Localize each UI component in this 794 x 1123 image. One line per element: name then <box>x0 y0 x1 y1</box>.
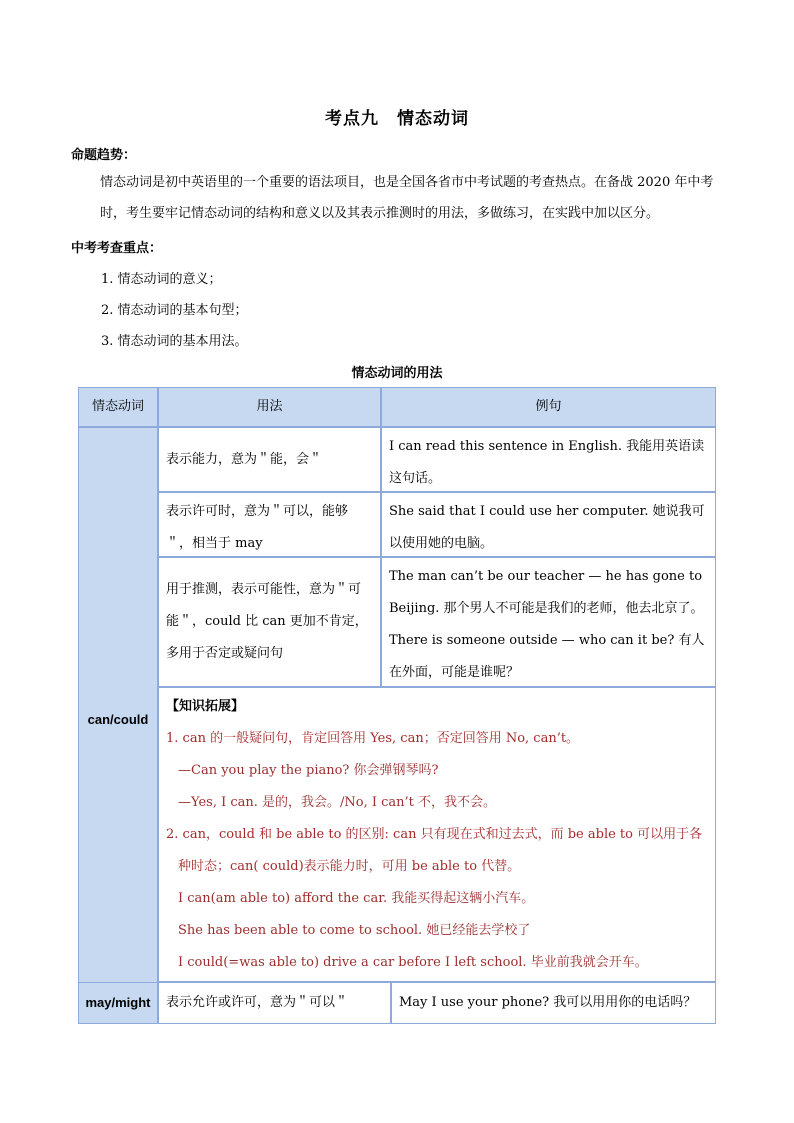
page-title: 考点九 情态动词 <box>325 109 469 129</box>
trend-heading: 命题趋势： <box>71 148 137 163</box>
example-may-might: May I use your phone? 我可以用用你的电话吗？ <box>391 982 716 1024</box>
extension-line-4: 2. can，could 和 be able to 的区别: can 只有现在式和过去式，而 be able to 可以用于各种时态；can( could)表示能力时，可用 be able to 代替。 <box>166 827 703 874</box>
usage-permission: 表示许可时，意为＂可以，能够＂，相当于 may <box>158 492 381 557</box>
header-verb: 情态动词 <box>78 387 158 427</box>
extension-line-5: I can(am able to) afford the car. 我能买得起这辆小汽车。 <box>178 891 535 906</box>
extension-line-1: 1. can 的一般疑问句，肯定回答用 Yes, can；否定回答用 No, can’t。 <box>166 731 580 746</box>
usage-possibility <box>158 557 381 687</box>
table-caption: 情态动词的用法 <box>351 366 443 381</box>
example-possibility-1: The man can’t be our teacher — he has gone to Beijing. 那个男人不可能是我们的老师，他去北京了。 <box>389 569 704 616</box>
example-possibility-2: There is someone outside — who can it be? 有人在外面，可能是谁呢？ <box>389 633 705 680</box>
header-example: 例句 <box>381 387 716 427</box>
extension-heading: 【知识拓展】 <box>166 699 245 714</box>
verb-can-could: can/could <box>78 427 158 1012</box>
knowledge-extension <box>158 687 716 982</box>
example-possibility <box>381 557 716 687</box>
extension-line-3: —Yes, I can. 是的，我会。/No, I can’t 不，我不会。 <box>178 795 497 810</box>
usage-ability: 表示能力，意为＂能，会＂ <box>158 427 381 492</box>
focus-item-1: 1. 情态动词的意义； <box>101 272 222 287</box>
focus-item-3: 3. 情态动词的基本用法。 <box>101 334 248 349</box>
usage-may-might: 表示允许或许可，意为＂可以＂ <box>158 982 391 1024</box>
header-usage: 用法 <box>158 387 381 427</box>
extension-line-6: She has been able to come to school. 她已经能去学校了 <box>178 923 531 938</box>
trend-text: 情态动词是初中英语里的一个重要的语法项目，也是全国各省市中考试题的考查热点。在备战 2020 年中考时，考生要牢记情态动词的结构和意义以及其表示推测时的用法，多做练习，在实践中加以区分。 <box>100 175 714 221</box>
usage-possibility-text: 用于推测，表示可能性，意为＂可能＂，could 比 can 更加不肯定，多用于否定或疑问句 <box>166 582 368 661</box>
focus-heading: 中考考查重点： <box>71 241 163 256</box>
example-permission: She said that I could use her computer. 她说我可以使用她的电脑。 <box>381 492 716 557</box>
example-ability: I can read this sentence in English. 我能用英语读这句话。 <box>381 427 716 492</box>
trend-paragraph <box>71 167 723 229</box>
verb-may-might: may/might <box>78 982 158 1024</box>
focus-item-2: 2. 情态动词的基本句型； <box>101 303 248 318</box>
extension-line-7: I could(=was able to) drive a car before I left school. 毕业前我就会开车。 <box>178 955 648 970</box>
extension-line-2: —Can you play the piano? 你会弹钢琴吗? <box>178 763 439 778</box>
